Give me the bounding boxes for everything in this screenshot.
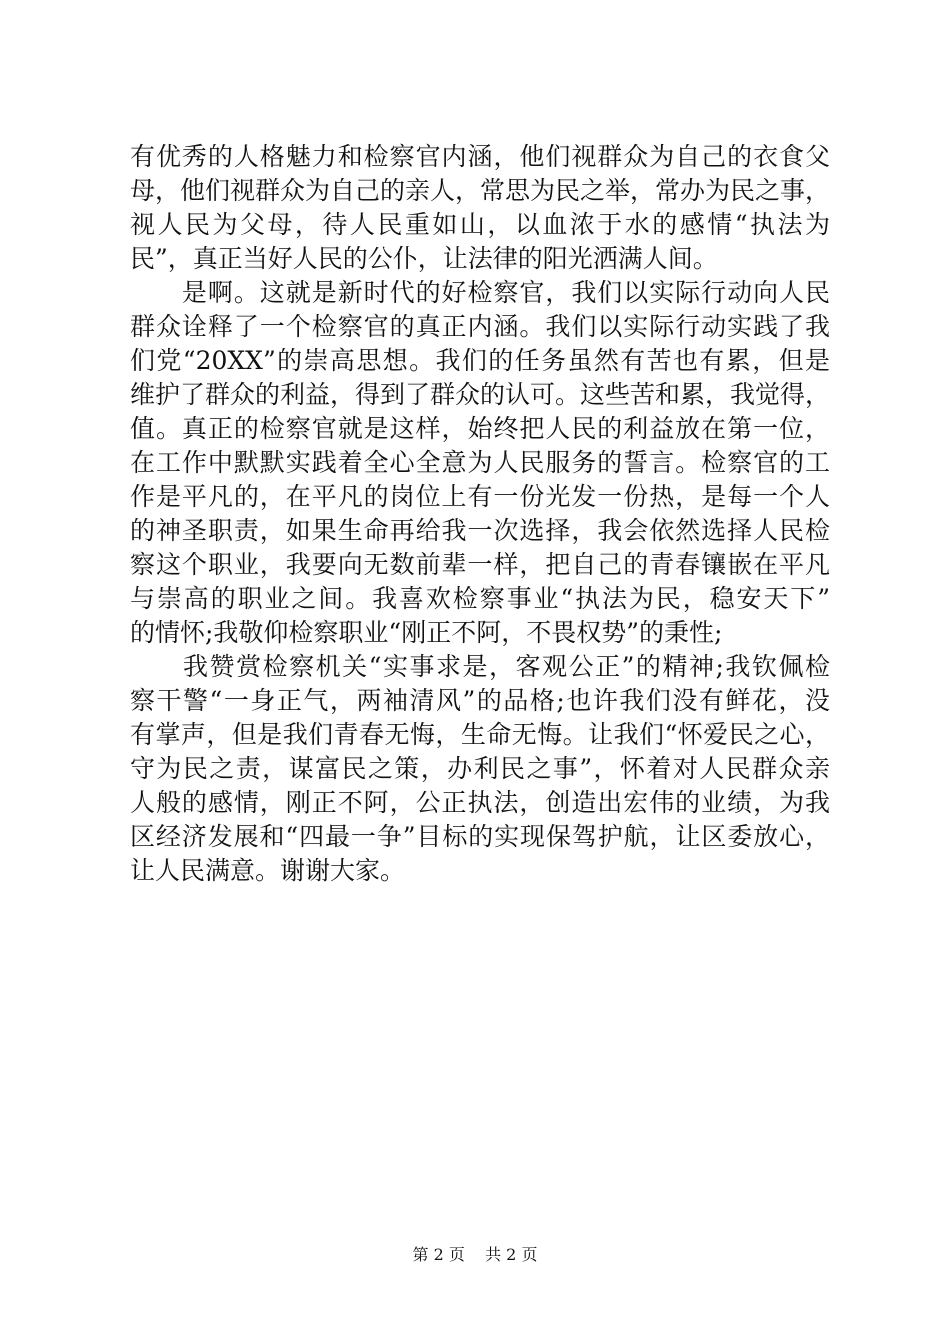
text-line: 的情怀;我敬仰检察职业“刚正不阿，不畏权势”的秉性;: [130, 618, 723, 647]
text-line: 视人民为父母，待人民重如山，以血浓于水的感情“执法为: [130, 210, 830, 239]
page-total: 共 2 页: [485, 1245, 538, 1264]
text-line: 察这个职业，我要向无数前辈一样，把自己的青春镶嵌在平凡: [130, 550, 830, 579]
paragraph-1: [130, 140, 830, 276]
paragraph-2: [130, 276, 830, 650]
text-line: 民”，真正当好人民的公仆，让法律的阳光洒满人间。: [130, 244, 718, 273]
document-body: [130, 140, 830, 888]
text-line: 的神圣职责，如果生命再给我一次选择，我会依然选择人民检: [130, 516, 830, 545]
text-line: 区经济发展和“四最一争”目标的实现保驾护航，让区委放心，: [130, 822, 830, 851]
text-line: 是啊。这就是新时代的好检察官，我们以实际行动向人民: [130, 278, 830, 307]
text-line: 察干警“一身正气，两袖清风”的品格;也许我们没有鲜花，没: [130, 686, 830, 715]
text-line: 群众诠释了一个检察官的真正内涵。我们以实际行动实践了我: [130, 312, 830, 341]
text-line: 在工作中默默实践着全心全意为人民服务的誓言。检察官的工: [130, 448, 830, 477]
text-line: 维护了群众的利益，得到了群众的认可。这些苦和累，我觉得，: [130, 380, 831, 409]
text-line: 有掌声，但是我们青春无悔，生命无悔。让我们“怀爱民之心，: [130, 720, 830, 749]
text-line: 有优秀的人格魅力和检察官内涵，他们视群众为自己的衣食父: [130, 142, 830, 171]
text-line: 作是平凡的，在平凡的岗位上有一份光发一份热，是每一个人: [130, 482, 830, 511]
paragraph-3: [130, 650, 830, 888]
page-footer: [0, 1244, 950, 1266]
text-line: 们党“20XX”的崇高思想。我们的任务虽然有苦也有累，但是: [130, 346, 830, 375]
text-line: 我赞赏检察机关“实事求是，客观公正”的精神;我钦佩检: [130, 652, 830, 681]
page-number: 第 2 页: [412, 1245, 465, 1264]
text-line: 人般的感情，刚正不阿，公正执法，创造出宏伟的业绩，为我: [130, 788, 830, 817]
text-line: 与崇高的职业之间。我喜欢检察事业“执法为民，稳安天下”: [130, 584, 830, 613]
text-line: 值。真正的检察官就是这样，始终把人民的利益放在第一位，: [130, 414, 830, 443]
text-line: 母，他们视群众为自己的亲人，常思为民之举，常办为民之事，: [130, 176, 831, 205]
text-line: 守为民之责，谋富民之策，办利民之事”，怀着对人民群众亲: [130, 754, 830, 783]
text-line: 让人民满意。谢谢大家。: [130, 856, 406, 885]
